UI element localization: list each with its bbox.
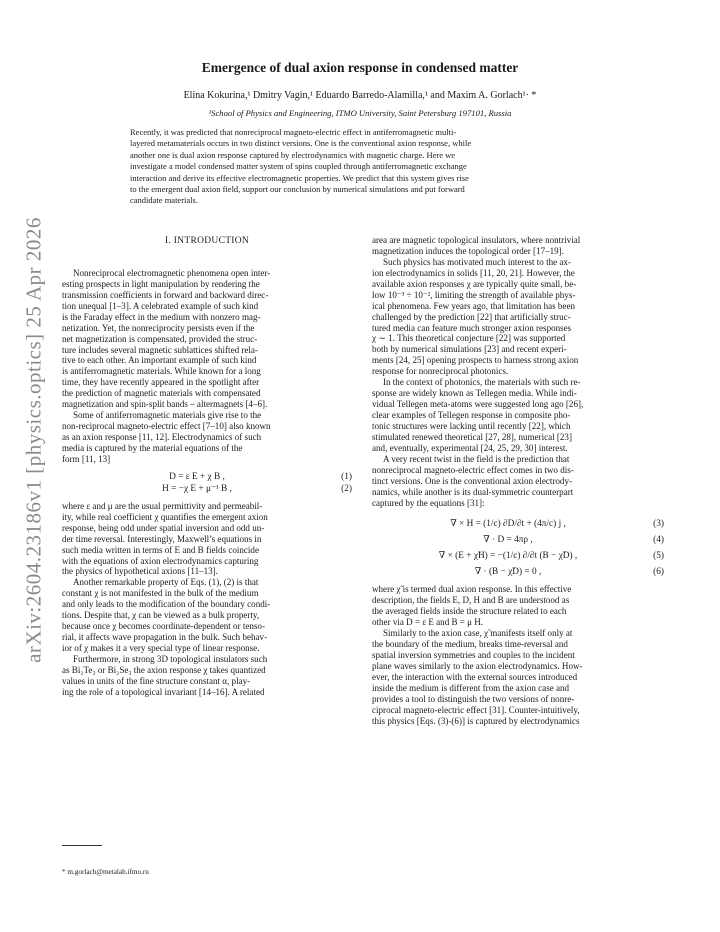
equation-number: (5) — [653, 551, 664, 562]
text-line: ture includes several magnetic sublattices shifted rela- — [62, 344, 258, 355]
left-column — [62, 235, 352, 698]
text-line: nonreciprocal magneto-electric effect comes in two dis- — [372, 464, 574, 475]
abstract — [130, 127, 594, 207]
text-line: vidual Tellegen meta-atoms were suggested long ago [26], — [372, 399, 584, 410]
text-line: A very recent twist in the field is the prediction that — [383, 453, 570, 464]
paragraph-twist — [372, 454, 664, 509]
text-line: esting prospects in light manipulation by rendering the — [62, 278, 260, 289]
text-line: because once χ becomes coordinate-dependent or tenso- — [62, 621, 265, 632]
paragraph-permittivity — [62, 501, 352, 578]
text-line: challenged by the prediction [22] that artificially struc- — [372, 311, 571, 322]
text-line: der time reversal. Interestingly, Maxwell’s equations in — [62, 533, 262, 544]
equation-body: ∇ × (E + χ̃H) = −(1/c) ∂/∂t (B − χ̃D) , — [438, 551, 578, 562]
equation-body: ∇ × H = (1/c) ∂D/∂t + (4π/c) j , — [450, 519, 566, 530]
text-line: ing the role of a topological invariant [14–16]. A related — [62, 686, 265, 697]
paragraph-similarity — [372, 628, 664, 726]
text-line: namics, while another is its dual-symmetric counterpart — [372, 486, 574, 497]
paper-title: Emergence of dual axion response in condensed matter — [201, 60, 519, 75]
text-line: the boundary of the medium, breaks time-reversal and — [372, 639, 568, 650]
abstract-line: another one is dual axion response captured by electrodynamics with magnetic charge. Here we — [130, 149, 456, 160]
footnote-divider — [62, 845, 102, 846]
text-line: Such physics has motivated much interest to the ax- — [383, 256, 571, 267]
equation-number: (3) — [653, 519, 664, 530]
text-line: tive to each other. An important example of such kind — [62, 355, 257, 366]
text-line: available axion responses χ are typically quite small, be- — [372, 278, 577, 289]
text-line: low 10⁻³ ÷ 10⁻², limiting the strength of available phys- — [372, 289, 576, 300]
text-line: net magnetization is compensated, provided the struc- — [62, 333, 258, 344]
paragraph-intro — [62, 268, 352, 410]
text-line: captured by the equations [31]: — [372, 497, 485, 508]
abstract-line: candidate materials. — [130, 195, 198, 206]
text-line: as Bi₂Te₃ or Bi₂Se₃ the axion response χ takes quantized — [62, 664, 266, 675]
equation-number: (6) — [653, 567, 664, 578]
text-line: ciprocal magneto-electric effect [31]. Counter-intuitively, — [372, 704, 580, 715]
text-line: inside the medium is different from the axion case and — [372, 682, 570, 693]
abstract-line: interaction and derive its effective electromagnetic properties. We predict that this system gives rise — [130, 172, 469, 183]
text-line: spatial inversion symmetries and couples to the incident — [372, 650, 575, 661]
text-line: Furthermore, in strong 3D topological insulators such — [73, 653, 268, 664]
text-line: χ ∼ 1. This theoretical conjecture [22] was supported — [372, 333, 566, 344]
text-line: In the context of photonics, the materials with such re- — [383, 377, 581, 388]
text-line: non-reciprocal magneto-electric effect [7–10] also known — [62, 421, 271, 432]
text-line: response for nonreciprocal photonics. — [372, 366, 509, 377]
equation-number: (4) — [653, 535, 664, 546]
paragraph-axion — [62, 410, 352, 465]
text-line: constant χ is not manifested in the bulk of the medium — [62, 588, 259, 599]
abstract-line: investigate a model condensed matter system of spins coupled through antiferromagnetic exchange — [130, 161, 467, 172]
text-line: ior of χ makes it a very special type of linear response. — [62, 643, 260, 653]
footnote-email: * m.gorlach@metalab.ifmo.ru — [62, 868, 149, 876]
arxiv-sidebar-stamp — [14, 215, 54, 665]
text-line: ion electrodynamics in solids [11, 20, 21]. However, the — [372, 267, 575, 278]
equation-body: D = ε E + χ B , — [169, 471, 225, 482]
author-list: Elina Kokurina,¹ Dmitry Vagin,¹ Eduardo Barredo-Alamilla,¹ and Maxim A. Gorlach¹· * — [183, 90, 537, 101]
paragraph-motivation — [372, 257, 664, 377]
text-line: area are magnetic topological insulators, where nontrivial — [372, 235, 581, 245]
abstract-line: layered metamaterials occurs in two distinct versions. One is the conventional axion response, while — [130, 138, 472, 149]
equation-body: ∇ · D = 4πρ , — [483, 535, 533, 546]
text-line: other via D = ε E and B = μ H. — [372, 617, 484, 628]
text-line: form [11, 13] — [62, 453, 111, 464]
text-line: the prediction of magnetic materials with compensated — [62, 388, 261, 399]
text-line: plane waves similarly to the axion electrodynamics. How- — [372, 661, 583, 671]
text-line: sponse are widely known as Tellegen media. While indi- — [372, 388, 577, 399]
text-line: Nonreciprocal electromagnetic phenomena open inter- — [73, 267, 271, 278]
text-line: Similarly to the axion case, χ̃ manifests itself only at — [383, 628, 573, 639]
text-line: values in units of the fine structure constant α, play- — [62, 675, 251, 686]
text-line: magnetization and spin-split bands – altermagnets [4–6]. — [62, 399, 268, 410]
equation-number: (2) — [341, 483, 352, 494]
text-line: media is captured by the material equations of the — [62, 442, 243, 453]
paragraph-continuation — [372, 235, 664, 257]
equation-6 — [372, 566, 664, 578]
text-line: tured media can feature much stronger axion responses — [372, 322, 572, 333]
affiliation: ¹School of Physics and Engineering, ITMO University, Saint Petersburg 197101, Russia — [208, 108, 512, 118]
text-line: with the equations of axion electrodynamics capturing — [62, 555, 259, 566]
equation-number: (1) — [341, 471, 352, 482]
text-line: Another remarkable property of Eqs. (1), (2) is that — [73, 577, 259, 588]
text-line: both by numerical simulations [23] and recent experi- — [372, 344, 567, 355]
text-line: and, eventually, experimental [24, 25, 29, 30] interest. — [372, 442, 568, 453]
text-line: tinct versions. One is the conventional axion electrody- — [372, 475, 572, 486]
text-line: description, the fields E, D, H and B are understood as — [372, 595, 570, 606]
text-line: provides a tool to distinguish the two versions of nonre- — [372, 693, 575, 704]
abstract-line: to the emergent dual axion field, support our conclusion by numerical simulations and put forward — [130, 183, 465, 194]
text-line: ever, the interaction with the external sources introduced — [372, 671, 578, 682]
text-line: as an axion response [11, 12]. Electrodynamics of such — [62, 432, 262, 442]
text-line: time, they have recently appeared in the spotlight after — [62, 377, 260, 388]
text-line: transmission coefficients in forward and backward direc- — [62, 289, 269, 300]
text-line: tonic structures were lacking until recently [22], which — [372, 420, 571, 431]
equation-2 — [62, 483, 352, 495]
abstract-line: Recently, it was predicted that nonreciprocal magneto-electric effect in antiferromagnetic multi- — [130, 127, 457, 137]
text-line: the averaged fields inside the structure related to each — [372, 606, 567, 617]
paragraph-boundary — [62, 577, 352, 654]
arxiv-identifier: arXiv:2604.23186v1 [physics.optics] 25 Apr 2026 — [21, 217, 46, 663]
text-line: and only leads to the modification of the boundary condi- — [62, 599, 271, 610]
equation-body: ∇ · (B − χ̃D) = 0 , — [474, 567, 542, 578]
text-line: response, being odd under spatial inversion and odd un- — [62, 522, 265, 533]
equation-3 — [372, 514, 664, 534]
text-line: such media written in terms of E and B fields coincide — [62, 544, 259, 555]
equation-5 — [372, 546, 664, 566]
section-heading: I. INTRODUCTION — [164, 236, 250, 246]
text-line: where χ̃ is termed dual axion response. In this effective — [372, 584, 572, 595]
text-line: the physics of hypothetical axions [11–13]. — [62, 566, 218, 577]
equation-4 — [372, 534, 664, 546]
text-line: is the Faraday effect in the medium with nonzero mag- — [62, 311, 261, 322]
text-line: Some of antiferromagnetic materials give rise to the — [73, 410, 262, 421]
paragraph-dual-axion — [372, 584, 664, 628]
paragraph-topological — [62, 654, 352, 698]
text-line: stimulated renewed theoretical [27, 28], numerical [23] — [372, 431, 572, 442]
text-line: where ε and μ are the usual permittivity and permeabil- — [62, 500, 263, 511]
right-column — [372, 235, 664, 727]
text-line: this physics [Eqs. (3)-(6)] is captured by electrodynamics — [372, 715, 580, 726]
text-line: tions. Despite that, χ can be viewed as a bulk property, — [62, 610, 260, 621]
equation-1 — [62, 471, 352, 483]
text-line: ical phenomena. Few years ago, that limitation has been — [372, 300, 575, 311]
text-line: tion unequal [1–3]. A celebrated example of such kind — [62, 300, 259, 311]
text-line: is antiferromagnetic materials. While known for a long — [62, 366, 261, 377]
text-line: magnetization induces the topological order [17–19]. — [372, 245, 564, 256]
text-line: clear examples of Tellegen response in composite pho- — [372, 410, 571, 420]
text-line: ments [24, 25] opening prospects to harness strong axion — [372, 355, 579, 366]
equation-body: H = −χ E + μ⁻¹ B , — [162, 483, 232, 494]
paragraph-tellegen — [372, 377, 664, 454]
text-line: ity, while real coefficient χ quantifies the emergent axion — [62, 511, 268, 522]
text-line: netization. Yet, the nonreciprocity persists even if the — [62, 322, 255, 333]
text-line: rial, it affects wave propagation in the bulk. Such behav- — [62, 632, 268, 643]
